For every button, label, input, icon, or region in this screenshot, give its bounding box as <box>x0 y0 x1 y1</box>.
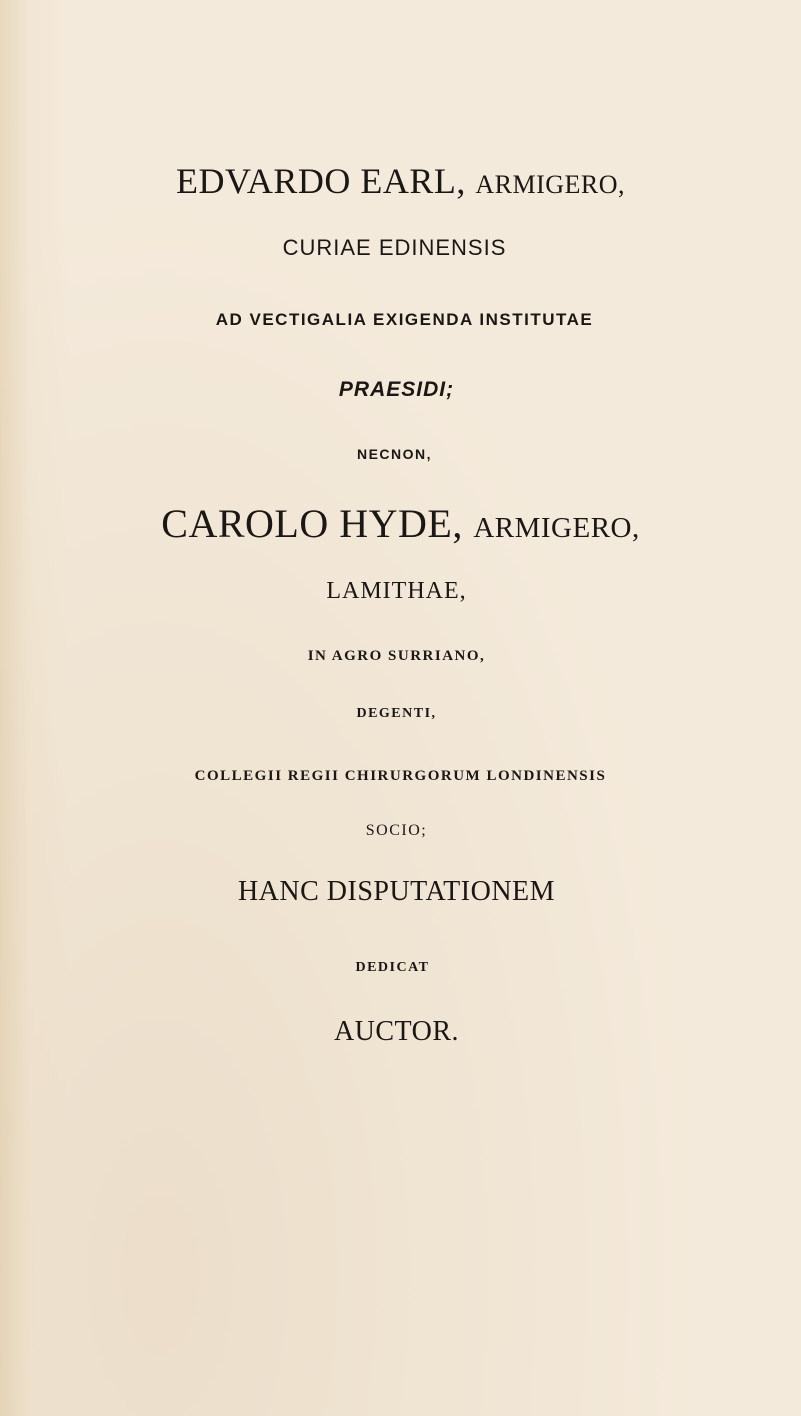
dedicatee-hyde-name: CAROLO HYDE, <box>161 501 463 546</box>
agro-line: IN AGRO SURRIANO, <box>307 648 486 664</box>
necnon-line: NECNON, <box>356 446 433 462</box>
socio-line: SOCIO; <box>365 822 428 839</box>
dedicatee-hyde-line <box>0 500 801 547</box>
collegii-line: COLLEGII REGII CHIRURGORUM LONDINENSIS <box>194 768 607 784</box>
auctor-line: AUCTOR. <box>333 1016 460 1047</box>
dedicatee-hyde-title: ARMIGERO, <box>473 512 640 544</box>
curiae-line: CURIAE EDINENSIS <box>282 235 507 260</box>
vectigalia-line: AD VECTIGALIA EXIGENDA INSTITUTAE <box>215 310 594 329</box>
dedicatee-earl-title: ARMIGERO, <box>475 170 625 199</box>
dedicat-line: DEDICAT <box>355 960 430 975</box>
lamithae-line: LAMITHAE, <box>326 578 467 604</box>
degenti-line: DEGENTI, <box>356 706 437 721</box>
dedicatee-earl-line <box>0 160 801 202</box>
dedicatee-earl-name: EDVARDO EARL, <box>175 161 466 201</box>
disputationem-line: HANC DISPUTATIONEM <box>237 876 556 907</box>
praesidi-line: PRAESIDI; <box>338 378 455 401</box>
